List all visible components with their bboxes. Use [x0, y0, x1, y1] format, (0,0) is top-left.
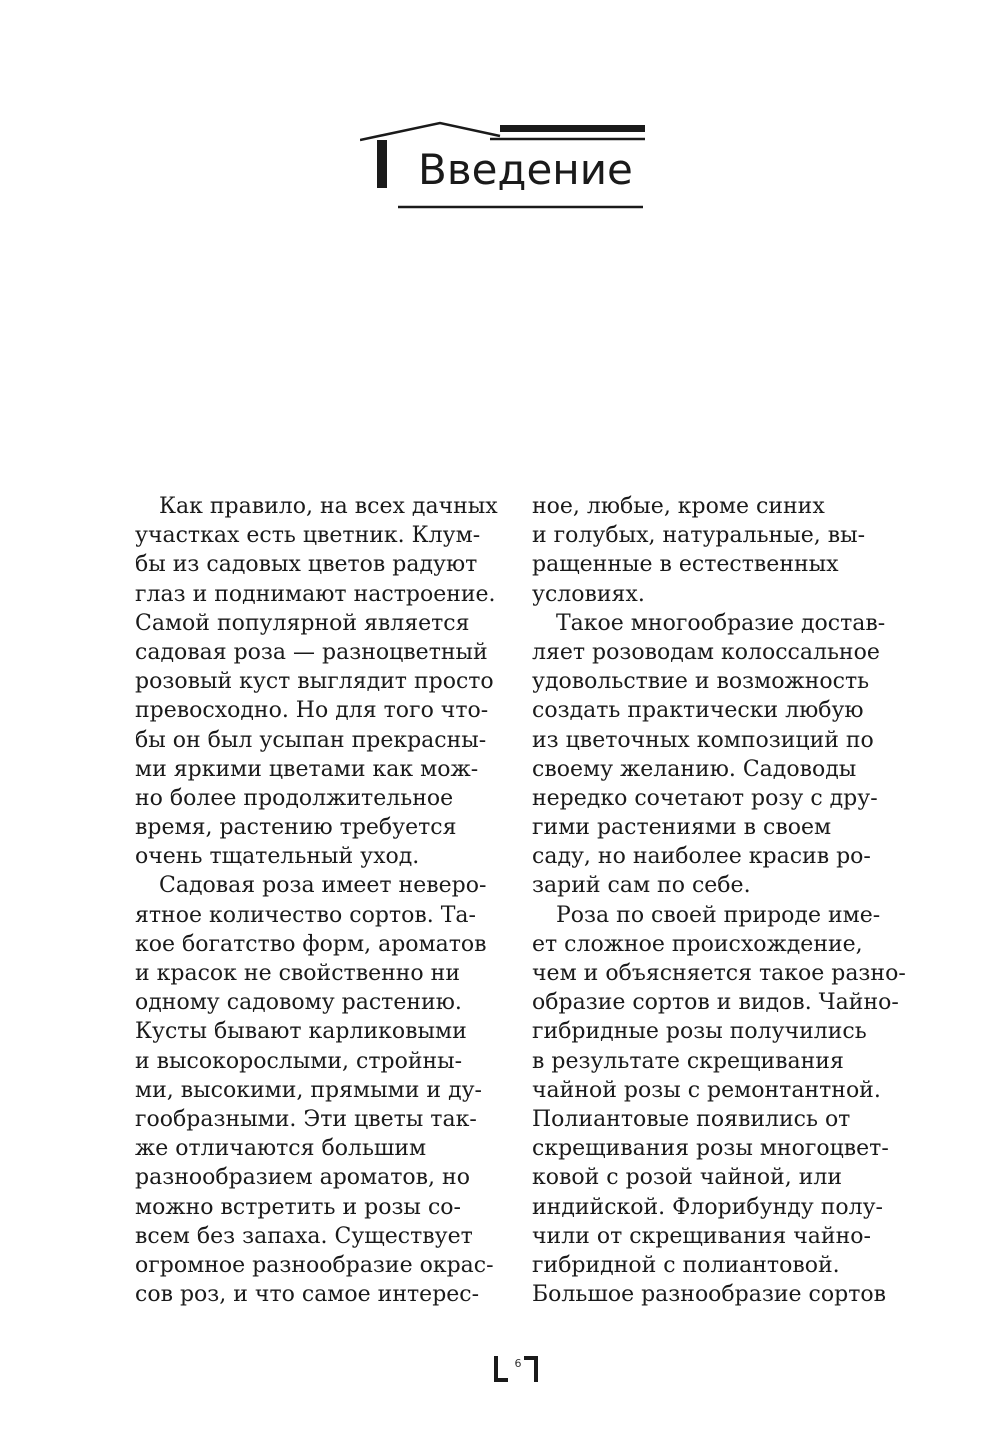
text-line: одному садовому растению.: [135, 990, 462, 1016]
text-line: Кусты бывают карликовыми: [135, 1019, 467, 1045]
text-line: участках есть цветник. Клум-: [135, 523, 481, 549]
text-line: ляет розоводам колоссальное: [532, 639, 880, 665]
text-line: чили от скрещивания чайно-: [532, 1223, 871, 1249]
folio-bracket-left: [494, 1356, 508, 1382]
text-line: и высокорослыми, стройны-: [135, 1048, 463, 1074]
text-line: Полиантовые появились от: [532, 1106, 851, 1132]
text-line: но более продолжительное: [135, 785, 454, 811]
text-line: нередко сочетают розу с дру-: [532, 785, 878, 811]
text-line: удовольствие и возможность: [532, 669, 870, 695]
text-line: Такое многообразие достав-: [556, 610, 886, 636]
page-footer: [490, 1350, 550, 1386]
text-line: Большое разнообразие сортов: [532, 1282, 886, 1308]
text-line: разнообразием ароматов, но: [135, 1165, 470, 1191]
text-column-left: [135, 492, 507, 1309]
text-line: садовая роза — разноцветный: [135, 639, 488, 665]
text-line: гообразными. Эти цветы так-: [135, 1106, 477, 1132]
text-line: ми яркими цветами как мож-: [135, 756, 479, 782]
text-column-right: [532, 492, 904, 1309]
text-line: ное, любые, кроме синих: [532, 494, 825, 519]
text-line: индийской. Флорибунду полу-: [532, 1194, 883, 1220]
text-line: и красок не свойственно ни: [135, 961, 460, 986]
text-line: зарий сам по себе.: [532, 873, 751, 899]
text-line: всем без запаха. Существует: [135, 1223, 473, 1249]
text-line: чайной розы с ремонтантной.: [532, 1077, 881, 1103]
text-line: очень тщательный уход.: [135, 844, 420, 870]
text-line: в результате скрещивания: [532, 1048, 844, 1074]
text-line: же отличаются большим: [135, 1136, 427, 1162]
text-line: скрещивания розы многоцвет-: [532, 1136, 889, 1162]
text-line: и голубых, натуральные, вы-: [532, 523, 866, 549]
text-line: ковой с розой чайной, или: [532, 1165, 843, 1191]
text-line: саду, но наиболее красив ро-: [532, 844, 871, 870]
text-line: Самой популярной является: [135, 610, 470, 636]
text-line: Как правило, на всех дачных: [159, 494, 498, 519]
page-number: 6: [514, 1357, 522, 1370]
text-line: можно встретить и розы со-: [135, 1194, 461, 1220]
text-line: бы из садовых цветов радуют: [135, 552, 478, 578]
text-line: гибридной с полиантовой.: [532, 1252, 840, 1278]
text-line: чем и объясняется такое разно-: [532, 961, 906, 986]
text-line: кое богатство форм, ароматов: [135, 931, 487, 957]
text-line: Роза по своей природе име-: [556, 902, 881, 928]
text-line: ет сложное происхождение,: [532, 931, 863, 957]
text-line: образие сортов и видов. Чайно-: [532, 990, 899, 1016]
text-line: гибридные розы получились: [532, 1019, 867, 1045]
text-line: время, растению требуется: [135, 815, 457, 841]
text-line: ми, высокими, прямыми и ду-: [135, 1077, 482, 1103]
text-line: сов роз, и что самое интерес-: [135, 1282, 480, 1308]
text-line: глаз и поднимают настроение.: [135, 581, 496, 607]
text-line: условиях.: [532, 581, 645, 607]
text-line: ятное количество сортов. Та-: [135, 902, 476, 928]
folio-bracket-right: [524, 1356, 538, 1382]
text-line: гими растениями в своем: [532, 815, 832, 841]
text-line: превосходно. Но для того что-: [135, 698, 489, 724]
text-line: огромное разнообразие окрас-: [135, 1252, 494, 1278]
text-line: своему желанию. Садоводы: [532, 756, 857, 782]
text-line: из цветочных композиций по: [532, 727, 874, 753]
text-line: Садовая роза имеет неверо-: [159, 873, 487, 899]
text-line: ращенные в естественных: [532, 552, 839, 578]
text-line: создать практически любую: [532, 698, 864, 724]
chapter-title: Введение: [418, 145, 633, 194]
text-line: бы он был усыпан прекрасны-: [135, 727, 487, 753]
text-line: розовый куст выглядит просто: [135, 669, 494, 695]
